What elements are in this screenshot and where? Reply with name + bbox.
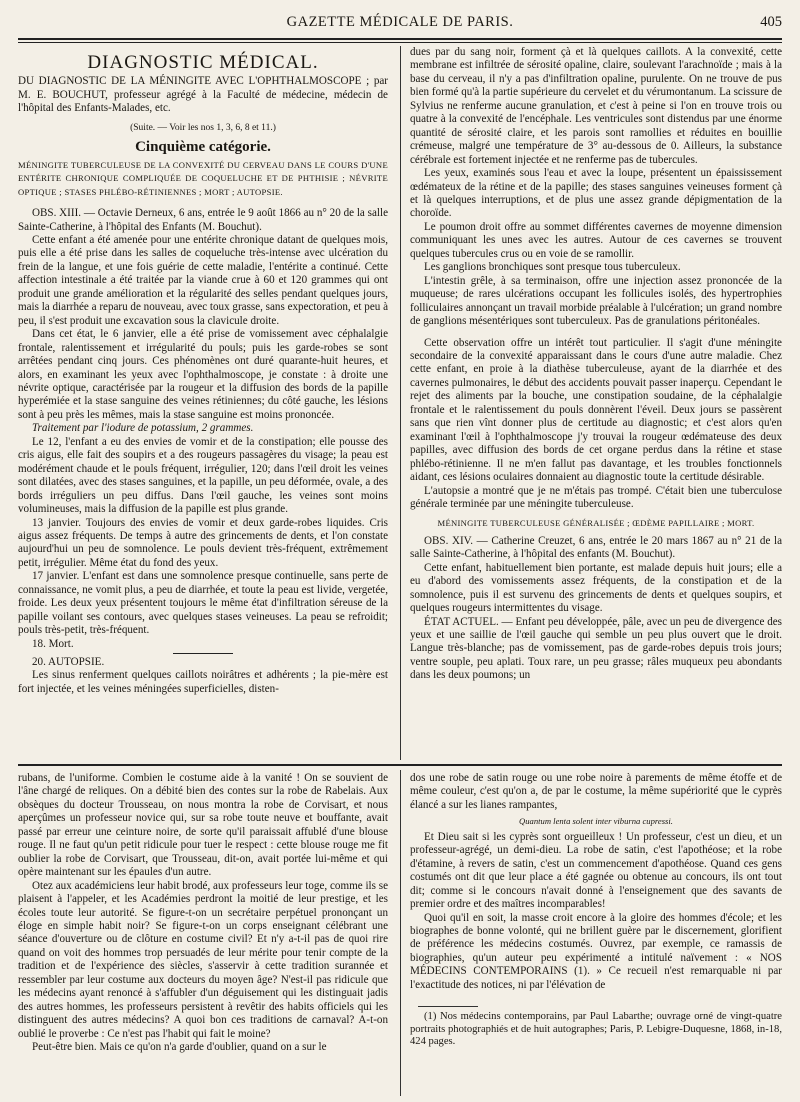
paragraph: Les ganglions bronchiques sont presque tous tuberculeux.: [424, 261, 681, 274]
paragraph: dues par du sang noir, forment çà et là quelques caillots. A la convexité, cette membrane est infiltrée de sérosité opaline, claire, soulevant l'arachnoïde ; mais à la base du cerveau, il n'y a pas d'infiltration opaline, purulente. On ne trouve de pus bien formé qu'à la partie supérieure du cervelet et du vérumontanum. La scissure de Sylvius ne renferme aucune granulation, et c'est à peine si l'on en trouve trois ou quatre à la convexité de l'encéphale. Les ventricules sont distendus par une énorme quantité de sérosité claire, et les parois sont ramollies et réduites en bouillie crémeuse, malgré une température de 3° au-dessous de 0. Ailleurs, la substance cérébrale est fortement injectée et ne renferme pas de tubercules.: [410, 46, 782, 166]
sub-heading: MÉNINGITE TUBERCULEUSE GÉNÉRALISÉE ; ŒDÈME PAPILLAIRE ; MORT.: [437, 518, 755, 529]
continuation-note: (Suite. — Voir les nos 1, 3, 6, 8 et 11.): [130, 122, 276, 133]
column-divider: [400, 46, 401, 760]
category-subtitle: MÉNINGITE TUBERCULEUSE DE LA CONVEXITÉ DU CERVEAU DANS LE COURS D'UNE ENTÉRITE CHRONIQUE COMPLIQUÉE DE COQUELUCHE ET DE PHTHISIE ; NÉVRITE OPTIQUE ; STASES PHLÉBO-RÉTINIENNES ; MORT ; AUTOPSIE.: [18, 159, 388, 197]
feuilleton-separator: [18, 764, 782, 766]
journal-title: GAZETTE MÉDICALE DE PARIS.: [286, 14, 514, 30]
footnote-rule: [418, 1006, 478, 1007]
paragraph: L'intestin grêle, à sa terminaison, offre une injection assez prononcée de la muqueuse; de rares ulcérations occupant les follicules isolés, des hypertrophies folliculaires annonçant un travail morbide préalable à l'ulcération; un grand nombre de ganglions mésentériques sont tuberculeux. Pas de granulations péritonéales.: [410, 274, 782, 328]
paragraph: Traitement par l'iodure de potassium, 2 grammes.: [32, 422, 254, 435]
paragraph: Otez aux académiciens leur habit brodé, aux professeurs leur toge, comme ils se plaisent à l'appeler, et les Académies perdront la moitié de leur prestige, et les écoles toute leur autorité. Se figure-t-on un secrétaire perpétuel prononçant un éloge en simple habit noir? Se figure-t-on un corps enseignant célébrant une séance d'ouverture ou de clôture en costume civil? Et n'y a-t-il pas de quoi rire quand on voit des hommes trop persuadés de leur mérite pour tenir compte de la tradition et de l'expérience des siècles, s'asservir à cette tradition surannée et ressembler par leur costume aux docteurs du moyen âge? N'est-il pas ridicule que les médecins ayant renoncé à s'affubler d'un déguisement qui les distinguait jadis des autres hommes, les professeurs persistent à revêtir des habits officiels qui les distinguent des autres médecins? A quoi bon ces traditions de carnaval? A-t-on oublié le proverbe : Ce n'est pas l'habit qui fait le moine?: [18, 879, 388, 1040]
paragraph: 17 janvier. L'enfant est dans une somnolence presque continuelle, sans perte de connaissance, ne vomit plus, a peu de diarrhée, et toute la peau est livide, vergetée, froide. Les deux yeux présentent toujours le même état d'infiltration séreuse de la papille voilant ses contours, avec quelques stases veineuses. La peau se refroidit; pouls très-petit, très-fréquent.: [18, 570, 388, 637]
short-rule: [173, 653, 233, 654]
paragraph: 18. Mort.: [32, 637, 74, 650]
paragraph: Dans cet état, le 6 janvier, elle a été prise de vomissement avec céphalalgie frontale, ralentissement et irrégularité du pouls; puis les garde-robes se sont arrêtées pendant cinq jours. Ces phénomènes ont duré quarante-huit heures, et alors, en examinant les yeux avec l'ophthalmoscope, je constate : à droite une névrite optique, caractérisée par la rougeur et la diffusion des bords de la papille hyperémiée et la stase sanguine des veines rétiniennes; du côté gauche, les lésions sont à peu près les mêmes, mais la stase sanguine est moins prononcée.: [18, 328, 388, 421]
paragraph: OBS. XIV. — Catherine Creuzet, 6 ans, entrée le 20 mars 1867 au n° 21 de la salle Sainte-Catherine, à l'hôpital des enfants (M. Bouchut).: [410, 534, 782, 561]
paragraph: 13 janvier. Toujours des envies de vomir et deux garde-robes liquides. Cris aigus assez fréquents. De temps à autre des grincements de dents, et l'on constate aujourd'hui un peu de somnolence. Le pouls devient très-fréquent, extrêmement petit, irrégulier. Même état du fond des yeux.: [18, 516, 388, 569]
running-head: [18, 14, 782, 36]
article-subtitle: DU DIAGNOSTIC DE LA MÉNINGITE AVEC L'OPHTHALMOSCOPE ; par M. E. BOUCHUT, professeur agrégé à la Faculté de médecine, médecin de l'hôpital des Enfants-Malades, etc.: [18, 75, 388, 115]
paragraph: Cette enfant, habituellement bien portante, est malade depuis huit jours; elle a eu d'abord des vomissements assez fréquents, de la constipation et de la somnolence, puis il est survenu des grincements de dents et quelques soupirs, et quelques rougeurs intermittentes du visage.: [410, 561, 782, 615]
paragraph: L'autopsie a montré que je ne m'étais pas trompé. C'était bien une tuberculose générale terminée par une méningite tuberculeuse.: [410, 484, 782, 510]
newspaper-page: [18, 0, 782, 1102]
paragraph: Les sinus renferment quelques caillots noirâtres et adhérents ; la pie-mère est fort injectée, et les veines méningées superficielles, disten-: [18, 669, 388, 695]
latin-quote: Quantum lenta solent inter viburna cupressi.: [519, 816, 673, 827]
paragraph: OBS. XIII. — Octavie Derneux, 6 ans, entrée le 9 août 1866 au n° 20 de la salle Sainte-Catherine, à l'hôpital des Enfants (M. Bouchut).: [18, 207, 388, 233]
paragraph: Les yeux, examinés sous l'eau et avec la loupe, présentent un épaississement œdémateux de la rétine et de la papille; des stases sanguines veineuses forment çà et là quelques interruptions, et de plus une assez grande dépigmentation de la choroïde.: [410, 167, 782, 220]
paragraph: dos une robe de satin rouge ou une robe noire à parements de même étoffe et de même couleur, c'est qu'on a, de par le costume, la même supériorité que le cyprès élancé a sur les lianes rampantes,: [410, 772, 782, 811]
page-number: 405: [760, 14, 782, 30]
paragraph: Le 12, l'enfant a eu des envies de vomir et de la constipation; elle pousse des cris aigus, elle fait des soupirs et a des rougeurs passagères du visage; la peau est modérément chaude et le pouls fréquent, irrégulier, 120; dans l'œil droit les veines sont dilatées, avec des stases sanguines, et la papille, un peu déformée, ovale, a des bords irréguliers un peu diffus. Dans l'œil gauche, les veines sont moins volumineuses, mais la diffusion de la papille est plus grande.: [18, 435, 388, 516]
section-title: DIAGNOSTIC MÉDICAL.: [87, 52, 319, 73]
footnote: (1) Nos médecins contemporains, par Paul Labarthe; ouvrage orné de vingt-quatre portraits photographiés et de huit autographes; Paris, P. Lebigre-Duquesne, 1868, in-18, 424 pages.: [410, 1011, 782, 1048]
article-column-right: [410, 46, 782, 758]
paragraph: Cette enfant a été amenée pour une entérite chronique datant de quelques mois, puis elle a été prise dans les salles de coqueluche très-intense avec ulcération du frein de la langue, et une fois guérie de cette maladie, l'entérite a continué. Cette affection intestinale a été traitée par la viande crue à 60 et 120 grammes qui ont produit une grande amélioration et la régularité des selles pendant quelques jours, mais la diarrhée a reparu de nouveau, avec toux grasse, sans expectoration, et peu à peu, il s'est produit une excavation sous la clavicule droite.: [18, 233, 388, 327]
paragraph: ÉTAT ACTUEL. — Enfant peu développée, pâle, avec un peu de divergence des yeux et une saillie de l'œil gauche qui semble un peu plus ouvert que le droit. Langue très-blanche; pas de vomissement, pas de garde-robes depuis trois jours; ventre souple, peu aplati. Toux rare, un peu grasse; râles muqueux peu abondants dans les deux poumons; un: [410, 615, 782, 682]
article-column-left: [18, 46, 388, 758]
paragraph: Le poumon droit offre au sommet différentes cavernes de moyenne dimension communiquant les unes avec les autres. Autour de ces cavernes se trouvent quelques tubercules crus ou en voie de se ramollir.: [410, 220, 782, 260]
paragraph: Peut-être bien. Mais ce qu'on n'a garde d'oublier, quand on a sur le: [32, 1041, 327, 1054]
paragraph: Et Dieu sait si les cyprès sont orgueilleux ! Un professeur, c'est un dieu, et un professeur-agrégé, un demi-dieu. La robe de satin, c'est l'apothéose; et la robe d'étamine, à revers de satin, c'est un commencement d'apothéose. Quand ces gens costumés ont dit que leur place a été gagnée ou obtenue au concours, ils ont tout dit; comme si le concours n'avait donné à l'enseignement que des savants de premier ordre et des maîtres incomparables!: [410, 830, 782, 911]
header-rule: [18, 38, 782, 40]
paragraph: rubans, de l'uniforme. Combien le costume aide à la vanité ! On se souvient de l'âne chargé de reliques. On a débité bien des contes sur la robe de Rabelais. Aux obsèques du docteur Trousseau, on nous montra la robe de Corvisart, et nous aperçûmes un professeur novice qui, sur sa robe toute neuve et bouffante, avait passé par erreur une ceinture noire, de sorte qu'il paraissait affublé d'une blouse rouge. Il ne faut qu'un petit ridicule pour tuer le respect : cette blouse rouge me fit oublier la robe de Corvisart, que Trousseau, dit-on, avait portée lui-même et qui opère maintenant sur les épaules d'un autre.: [18, 772, 388, 879]
category-title: Cinquième catégorie.: [135, 139, 271, 156]
feuilleton-column-left: [18, 772, 388, 1094]
paragraph: Quoi qu'il en soit, la masse croit encore à la gloire des hommes d'école; et les biographes de bonne volonté, qui ne brillent guère par le discernement, glorifient de préférence les médecins costumés. Ouvrez, par exemple, ce ramassis de biographies, qu'un auteur peu expérimenté a intitulé naïvement : « NOS MÉDECINS CONTEMPORAINS (1). » Ce recueil n'est remarquable ni par l'exactitude des notices, ni par l'élévation de: [410, 911, 782, 991]
paragraph: Cette observation offre un intérêt tout particulier. Il s'agit d'une méningite secondaire de la convexité apparaissant dans le cours d'une autre maladie. Chez cette enfant, en proie à la diathèse tuberculeuse, ayant de la diarrhée et des cavernes pulmonaires, le début des accidents pouvait passer inaperçu. Cependant le rejet des aliments par la bouche, une constipation soudaine, de la céphalalgie frontale et le ralentissement du pouls donnèrent l'éveil. Deux jours se passèrent sans que rien vînt donner plus de certitude au diagnostic; et c'est alors qu'en examinant l'œil à l'ophthalmoscope j'y trouvai la rougeur œdémateuse des deux papilles, avec diffusion des bords de cet organe perdus dans la rétine et stase phlébo-rétinienne. Il ne m'en fallut pas davantage, et les troubles fonctionnels aidant, ces lésions oculaires donnaient au diagnostic toute la certitude désirable.: [410, 336, 782, 484]
paragraph: 20. AUTOPSIE.: [32, 656, 105, 669]
feuilleton-column-right: [410, 772, 782, 1094]
column-divider: [400, 770, 401, 1096]
